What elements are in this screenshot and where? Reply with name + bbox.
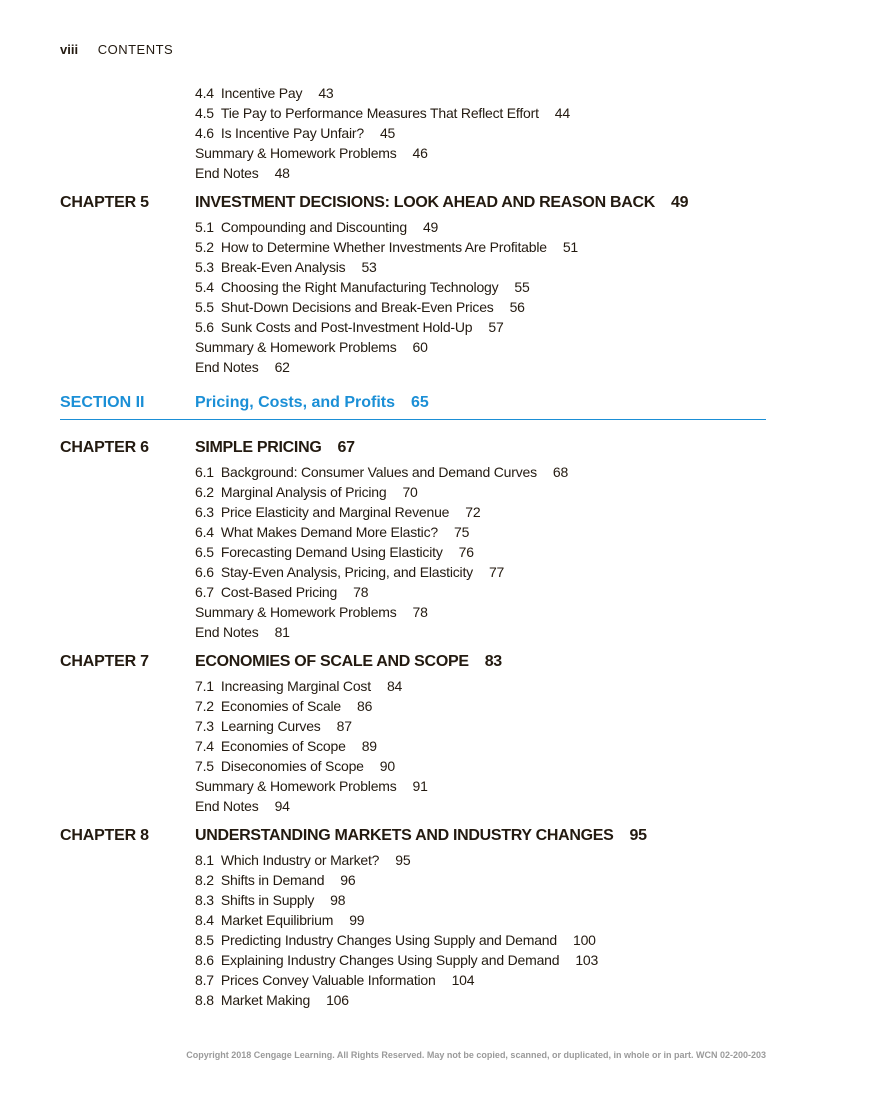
chapter-entries [60, 850, 766, 1010]
toc-entry[interactable]: 4.6 Is Incentive Pay Unfair? 45 [195, 125, 396, 141]
chapter-title: SIMPLE PRICING 67 [195, 439, 355, 456]
toc-entry[interactable]: 8.4 Market Equilibrium 99 [195, 912, 365, 928]
chapter-page: 95 [629, 827, 647, 844]
chapter-entries [60, 676, 766, 816]
chapter-entries [60, 217, 766, 377]
page-number: viii [60, 42, 79, 57]
section-title: Pricing, Costs, and Profits 65 [195, 394, 429, 411]
chapter-title: ECONOMIES OF SCALE AND SCOPE 83 [195, 653, 502, 670]
toc-entry[interactable]: End Notes 94 [195, 798, 290, 814]
toc-entry[interactable]: 8.8 Market Making 106 [195, 992, 349, 1008]
chapter-label: CHAPTER 5 [60, 194, 149, 211]
toc-entry[interactable]: 5.6 Sunk Costs and Post-Investment Hold-Up 57 [195, 319, 504, 335]
toc-entry[interactable]: 6.7 Cost-Based Pricing 78 [195, 584, 369, 600]
page-header [60, 42, 173, 58]
toc-entry[interactable]: 8.5 Predicting Industry Changes Using Supply and Demand 100 [195, 932, 596, 948]
chapter-label: CHAPTER 8 [60, 827, 149, 844]
continued-entries-group [60, 83, 766, 183]
chapter-page: 67 [337, 439, 355, 456]
toc-entry[interactable]: 6.4 What Makes Demand More Elastic? 75 [195, 524, 470, 540]
chapter-title: UNDERSTANDING MARKETS AND INDUSTRY CHANGES 95 [195, 827, 647, 844]
chapter-heading[interactable] [60, 189, 766, 217]
toc-entry[interactable]: 6.6 Stay-Even Analysis, Pricing, and Elasticity 77 [195, 564, 505, 580]
chapter-entries [60, 462, 766, 642]
toc-entry[interactable]: 8.2 Shifts in Demand 96 [195, 872, 356, 888]
section-label: SECTION II [60, 394, 145, 411]
toc-entry[interactable]: 6.2 Marginal Analysis of Pricing 70 [195, 484, 418, 500]
chapter-title: INVESTMENT DECISIONS: LOOK AHEAD AND REASON BACK 49 [195, 194, 689, 211]
toc-entry[interactable]: 5.5 Shut-Down Decisions and Break-Even Prices 56 [195, 299, 525, 315]
toc-entry[interactable]: 8.3 Shifts in Supply 98 [195, 892, 346, 908]
chapter-label: CHAPTER 7 [60, 653, 149, 670]
table-of-contents [60, 83, 766, 1010]
toc-entry[interactable]: 5.1 Compounding and Discounting 49 [195, 219, 439, 235]
copyright-notice: Copyright 2018 Cengage Learning. All Rights Reserved. May not be copied, scanned, or duplicated, in whole or in part. WCN 02-200-203 [186, 1050, 766, 1060]
running-head: CONTENTS [97, 42, 174, 57]
toc-entry[interactable]: Summary & Homework Problems 91 [195, 778, 428, 794]
toc-entry[interactable]: End Notes 81 [195, 624, 290, 640]
chapter-heading[interactable] [60, 822, 766, 850]
toc-entry[interactable]: 7.1 Increasing Marginal Cost 84 [195, 678, 403, 694]
toc-entry[interactable]: End Notes 62 [195, 359, 290, 375]
toc-entry[interactable]: 6.3 Price Elasticity and Marginal Revenue 72 [195, 504, 481, 520]
chapter-page: 83 [484, 653, 502, 670]
chapter-label: CHAPTER 6 [60, 439, 149, 456]
toc-entry[interactable]: 7.5 Diseconomies of Scope 90 [195, 758, 395, 774]
toc-entry[interactable]: 5.3 Break-Even Analysis 53 [195, 259, 377, 275]
section-page: 65 [411, 394, 429, 411]
toc-entry[interactable]: Summary & Homework Problems 46 [195, 145, 428, 161]
toc-entry[interactable]: End Notes 48 [195, 165, 290, 181]
toc-entry[interactable]: 8.7 Prices Convey Valuable Information 104 [195, 972, 475, 988]
toc-entry[interactable]: Summary & Homework Problems 60 [195, 339, 428, 355]
toc-entry[interactable]: 7.3 Learning Curves 87 [195, 718, 352, 734]
toc-entry[interactable]: Summary & Homework Problems 78 [195, 604, 428, 620]
toc-entry[interactable]: 4.5 Tie Pay to Performance Measures That Reflect Effort 44 [195, 105, 570, 121]
chapter-heading[interactable] [60, 434, 766, 462]
chapter-page: 49 [671, 194, 689, 211]
toc-entry[interactable]: 7.2 Economies of Scale 86 [195, 698, 373, 714]
section-heading[interactable] [60, 389, 766, 420]
chapter-heading[interactable] [60, 648, 766, 676]
toc-entry[interactable]: 6.1 Background: Consumer Values and Demand Curves 68 [195, 464, 569, 480]
toc-entry[interactable]: 4.4 Incentive Pay 43 [195, 85, 334, 101]
toc-entry[interactable]: 8.1 Which Industry or Market? 95 [195, 852, 411, 868]
toc-entry[interactable]: 7.4 Economies of Scope 89 [195, 738, 377, 754]
toc-entry[interactable]: 5.2 How to Determine Whether Investments Are Profitable 51 [195, 239, 579, 255]
toc-entry[interactable]: 5.4 Choosing the Right Manufacturing Technology 55 [195, 279, 530, 295]
toc-entry[interactable]: 6.5 Forecasting Demand Using Elasticity 76 [195, 544, 474, 560]
toc-entry[interactable]: 8.6 Explaining Industry Changes Using Supply and Demand 103 [195, 952, 599, 968]
